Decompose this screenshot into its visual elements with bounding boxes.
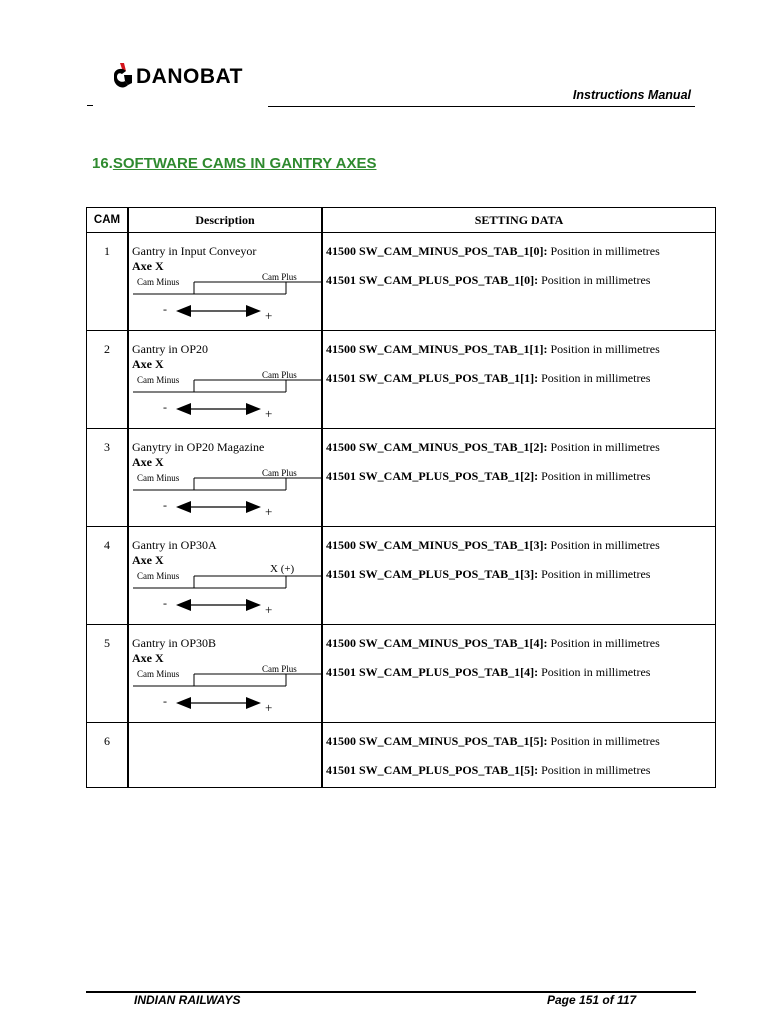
cam-number: 2 <box>104 342 110 356</box>
footer-company: INDIAN RAILWAYS <box>134 993 241 1007</box>
setting-minus-line <box>326 636 715 651</box>
setting-minus-code: 41500 SW_CAM_MINUS_POS_TAB_1[5]: <box>326 734 548 748</box>
setting-data-cell <box>322 723 716 788</box>
cam-number: 6 <box>104 734 110 748</box>
arrow-right-head <box>246 403 261 415</box>
arrow-left-head <box>176 305 191 317</box>
arrow-minus-sign: - <box>163 498 167 512</box>
header-divider <box>268 106 695 107</box>
description-title: Gantry in OP30B <box>132 636 216 650</box>
cam-number-cell <box>87 625 129 723</box>
setting-minus-text: Position in millimetres <box>547 636 660 650</box>
cam-settings-table <box>86 207 716 788</box>
setting-plus-code: 41501 SW_CAM_PLUS_POS_TAB_1[1]: <box>326 371 539 385</box>
description-cell <box>128 331 322 429</box>
setting-data-cell <box>322 331 716 429</box>
arrow-right-head <box>246 599 261 611</box>
setting-plus-code: 41501 SW_CAM_PLUS_POS_TAB_1[4]: <box>326 665 539 679</box>
cam-minus-label: Cam Minus <box>137 669 180 679</box>
arrow-left-head <box>176 697 191 709</box>
section-title: SOFTWARE CAMS IN GANTRY AXES <box>112 155 377 172</box>
section-number: 16. <box>92 155 113 172</box>
column-header-setting-data: SETTING DATA <box>322 208 716 233</box>
table-row <box>87 723 716 788</box>
setting-minus-code: 41500 SW_CAM_MINUS_POS_TAB_1[3]: <box>326 538 548 552</box>
table-header-row <box>87 208 716 233</box>
cam-minus-label: Cam Minus <box>137 473 180 483</box>
cam-plus-label: Cam Plus <box>262 468 297 478</box>
setting-plus-code: 41501 SW_CAM_PLUS_POS_TAB_1[2]: <box>326 469 539 483</box>
arrow-right-head <box>246 501 261 513</box>
axis-label: Axe X <box>132 259 164 273</box>
description-title: Ganytry in OP20 Magazine <box>132 440 265 454</box>
manual-title: Instructions Manual <box>572 88 691 102</box>
cam-minus-label: Cam Minus <box>137 277 180 287</box>
description-cell <box>128 429 322 527</box>
cam-number: 3 <box>104 440 110 454</box>
setting-minus-text: Position in millimetres <box>547 440 660 454</box>
cam-number: 1 <box>104 244 110 258</box>
arrow-left-head <box>176 403 191 415</box>
setting-data-cell <box>322 233 716 331</box>
setting-plus-line <box>326 665 715 680</box>
setting-minus-code: 41500 SW_CAM_MINUS_POS_TAB_1[2]: <box>326 440 548 454</box>
arrow-minus-sign: - <box>163 400 167 414</box>
arrow-minus-sign: - <box>163 596 167 610</box>
setting-minus-text: Position in millimetres <box>547 538 660 552</box>
setting-plus-code: 41501 SW_CAM_PLUS_POS_TAB_1[5]: <box>326 763 539 777</box>
arrow-right-head <box>246 305 261 317</box>
setting-plus-code: 41501 SW_CAM_PLUS_POS_TAB_1[3]: <box>326 567 539 581</box>
table-row <box>87 625 716 723</box>
setting-minus-code: 41500 SW_CAM_MINUS_POS_TAB_1[1]: <box>326 342 548 356</box>
setting-minus-line <box>326 538 715 553</box>
axis-label: Axe X <box>132 455 164 469</box>
table-row <box>87 233 716 331</box>
cam-number-cell <box>87 233 129 331</box>
cam-number-cell <box>87 331 129 429</box>
setting-data-cell <box>322 527 716 625</box>
setting-plus-text: Position in millimetres <box>538 665 651 679</box>
axis-label: Axe X <box>132 357 164 371</box>
header-divider-short <box>87 105 93 106</box>
setting-plus-line <box>326 273 715 288</box>
arrow-plus-sign: + <box>265 504 273 519</box>
description-cell <box>128 233 322 331</box>
cam-number: 4 <box>104 538 110 552</box>
column-header-cam: CAM <box>87 208 129 233</box>
cam-number: 5 <box>104 636 110 650</box>
arrow-left-head <box>176 501 191 513</box>
axis-label: Axe X <box>132 651 164 665</box>
table-row <box>87 429 716 527</box>
arrow-minus-sign: - <box>163 302 167 316</box>
setting-minus-line <box>326 244 715 259</box>
description-title: Gantry in OP30A <box>132 538 217 552</box>
cam-minus-label: Cam Minus <box>137 571 180 581</box>
setting-plus-line <box>326 371 715 386</box>
setting-minus-code: 41500 SW_CAM_MINUS_POS_TAB_1[0]: <box>326 244 548 258</box>
cam-plus-label: Cam Plus <box>262 664 297 674</box>
cam-minus-label: Cam Minus <box>137 375 180 385</box>
setting-plus-text: Position in millimetres <box>538 763 651 777</box>
setting-minus-code: 41500 SW_CAM_MINUS_POS_TAB_1[4]: <box>326 636 548 650</box>
table-row <box>87 527 716 625</box>
arrow-plus-sign: + <box>265 602 273 617</box>
setting-data-cell <box>322 625 716 723</box>
description-title: Gantry in OP20 <box>132 342 208 356</box>
danobat-logo-icon <box>110 61 134 93</box>
arrow-plus-sign: + <box>265 700 273 715</box>
arrow-plus-sign: + <box>265 308 273 323</box>
logo-text: DANOBAT <box>136 65 243 88</box>
setting-minus-text: Position in millimetres <box>547 244 660 258</box>
setting-minus-line <box>326 734 715 749</box>
setting-minus-line <box>326 342 715 357</box>
arrow-minus-sign: - <box>163 694 167 708</box>
setting-plus-line <box>326 763 715 778</box>
arrow-right-head <box>246 697 261 709</box>
arrow-plus-sign: + <box>265 406 273 421</box>
setting-minus-text: Position in millimetres <box>547 342 660 356</box>
setting-minus-line <box>326 440 715 455</box>
cam-number-cell <box>87 429 129 527</box>
description-title: Gantry in Input Conveyor <box>132 244 257 258</box>
cam-plus-label: Cam Plus <box>262 272 297 282</box>
description-cell <box>128 527 322 625</box>
danobat-logo <box>110 58 243 96</box>
setting-plus-text: Position in millimetres <box>538 567 651 581</box>
cam-number-cell <box>87 723 129 788</box>
setting-plus-line <box>326 469 715 484</box>
cam-plus-label: Cam Plus <box>262 370 297 380</box>
x-plus-label: X (+) <box>270 563 295 575</box>
axis-label: Axe X <box>132 553 164 567</box>
description-cell <box>128 625 322 723</box>
table-row <box>87 331 716 429</box>
setting-plus-line <box>326 567 715 582</box>
column-header-description: Description <box>128 208 322 233</box>
setting-plus-text: Position in millimetres <box>538 273 651 287</box>
arrow-left-head <box>176 599 191 611</box>
setting-plus-code: 41501 SW_CAM_PLUS_POS_TAB_1[0]: <box>326 273 539 287</box>
setting-plus-text: Position in millimetres <box>538 371 651 385</box>
description-cell <box>128 723 322 788</box>
setting-plus-text: Position in millimetres <box>538 469 651 483</box>
setting-minus-text: Position in millimetres <box>547 734 660 748</box>
cam-number-cell <box>87 527 129 625</box>
section-heading <box>92 155 377 172</box>
footer-page-number: Page 151 of 117 <box>547 993 637 1007</box>
setting-data-cell <box>322 429 716 527</box>
